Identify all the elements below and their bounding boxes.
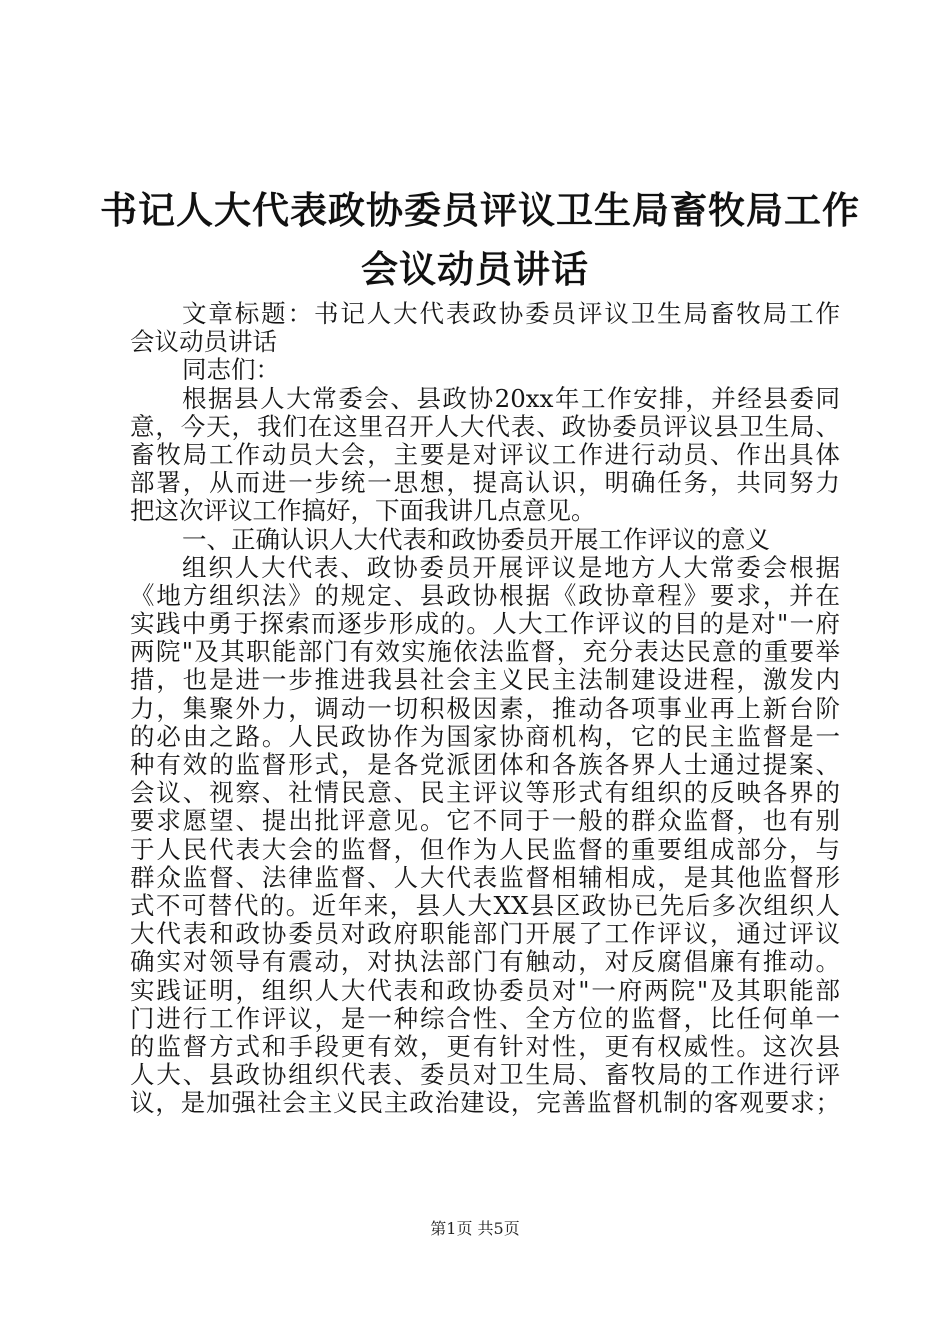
body-line: 门进行工作评议，是一种综合性、全方位的监督，比任何单一 xyxy=(130,1004,840,1033)
document-title-line-1: 书记人大代表政协委员评议卫生局畜牧局工作 xyxy=(100,189,860,232)
body-line: 文章标题：书记人大代表政协委员评议卫生局畜牧局工作 xyxy=(182,300,840,328)
body-line: 意，今天，我们在这里召开人大代表、政协委员评议县卫生局、 xyxy=(130,412,840,441)
body-line: 于人民代表大会的监督，但作为人民监督的重要组成部分，与 xyxy=(130,835,840,864)
body-line: 会议、视察、社情民意、民主评议等形式有组织的反映各界的 xyxy=(130,779,840,808)
body-line: 实践中勇于探索而逐步形成的。人大工作评议的目的是对"一府 xyxy=(130,610,840,639)
body-line: 式不可替代的。近年来，县人大XX县区政协已先后多次组织人 xyxy=(130,891,840,920)
body-line: 两院"及其职能部门有效实施依法监督，充分表达民意的重要举 xyxy=(130,638,840,667)
body-line: 部署，从而进一步统一思想，提高认识，明确任务，共同努力 xyxy=(130,469,840,498)
body-line: 议，是加强社会主义民主政治建设，完善监督机制的客观要求； xyxy=(130,1089,840,1118)
body-line: 组织人大代表、政协委员开展评议是地方人大常委会根据 xyxy=(182,553,840,582)
document-title-line-2: 会议动员讲话 xyxy=(361,248,589,291)
body-line: 要求愿望、提出批评意见。它不同于一般的群众监督，也有别 xyxy=(130,807,840,836)
body-line: 的必由之路。人民政协作为国家协商机构，它的民主监督是一 xyxy=(130,722,840,751)
body-line: 实践证明，组织人大代表和政协委员对"一府两院"及其职能部 xyxy=(130,976,840,1005)
body-line: 措，也是进一步推进我县社会主义民主法制建设进程，激发内 xyxy=(130,666,840,695)
body-line: 力，集聚外力，调动一切积极因素，推动各项事业再上新台阶 xyxy=(130,694,840,723)
page-footer: 第1页 共5页 xyxy=(430,1219,520,1238)
body-line: 种有效的监督形式，是各党派团体和各族各界人士通过提案、 xyxy=(130,751,840,779)
body-line: 根据县人大常委会、县政协20xx年工作安排，并经县委同 xyxy=(182,384,840,413)
body-line: 确实对领导有震动，对执法部门有触动，对反腐倡廉有推动。 xyxy=(130,948,840,977)
body-line: 一、正确认识人大代表和政协委员开展工作评议的意义 xyxy=(182,525,770,554)
body-line: 大代表和政协委员对政府职能部门开展了工作评议，通过评议 xyxy=(130,920,840,949)
document-body xyxy=(130,300,840,1117)
body-line: 把这次评议工作搞好，下面我讲几点意见。 xyxy=(130,497,596,526)
body-line: 会议动员讲话 xyxy=(130,328,277,357)
body-line: 人大、县政协组织代表、委员对卫生局、畜牧局的工作进行评 xyxy=(130,1061,840,1090)
body-line: 同志们： xyxy=(182,356,280,385)
body-line: 的监督方式和手段更有效，更有针对性，更有权威性。这次县 xyxy=(130,1032,840,1061)
body-line: 《地方组织法》的规定、县政协根据《政协章程》要求，并在 xyxy=(130,581,840,610)
body-line: 群众监督、法律监督、人大代表监督相辅相成，是其他监督形 xyxy=(130,863,840,892)
body-line: 畜牧局工作动员大会，主要是对评议工作进行动员、作出具体 xyxy=(130,440,840,469)
